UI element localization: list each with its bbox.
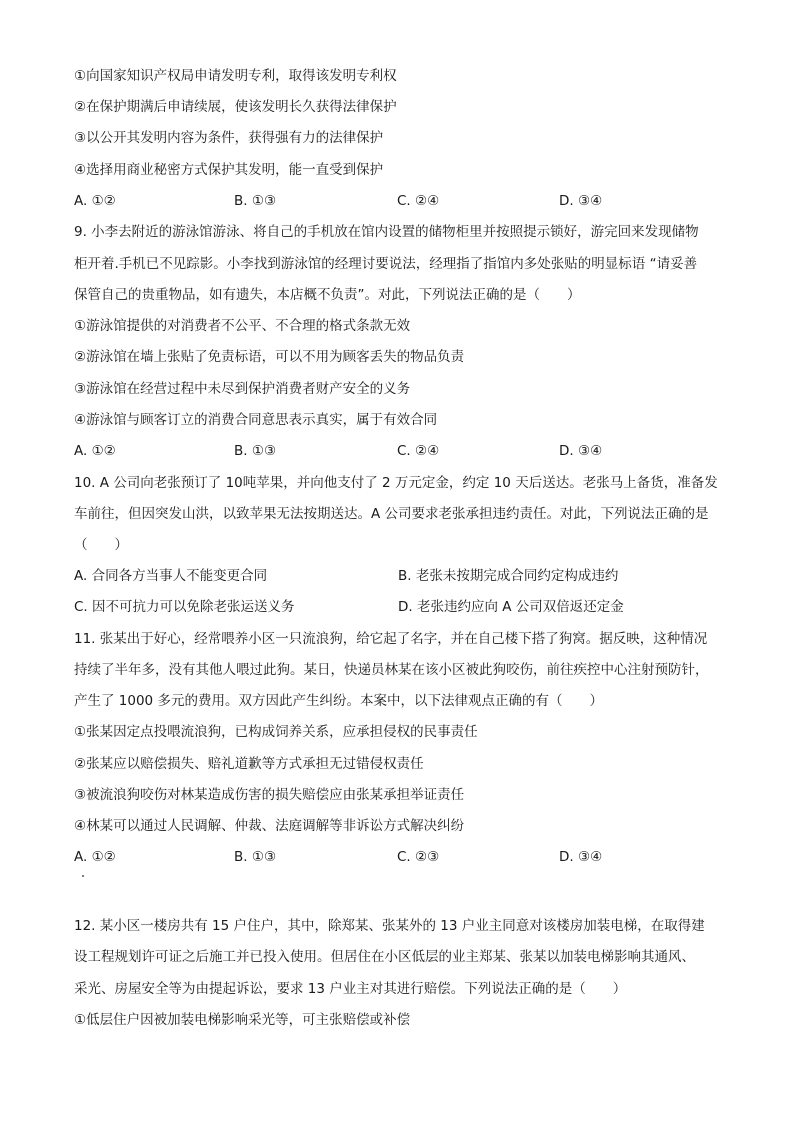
q9-option-b: B. ①③ [234,443,277,459]
q11-option-a: A. ①② [74,849,116,865]
q9-option-d: D. ③④ [559,443,603,459]
q11-statement-2: ②张某应以赔偿损失、赔礼道歉等方式承担无过错侵权责任 [74,756,424,772]
q9-stem-line-2: 柜开着.手机已不见踪影。小李找到游泳馆的经理讨要说法，经理指了指馆内多处张贴的明显标语 “请妥善 [74,256,698,272]
q10-options-row-2 [74,597,734,617]
stray-dot-mark [82,875,84,877]
q8-options [74,191,734,211]
q10-option-d: D. 老张违约应向 A 公司双倍返还定金 [398,599,624,615]
q8-statement-2: ②在保护期满后申请续展，使该发明长久获得法律保护 [74,99,397,115]
q10-stem-line-1: 10. A 公司向老张预订了 10吨苹果，并向他支付了 2 万元定金，约定 10 天后送达。老张马上备货，准备发 [74,475,718,491]
q10-stem-line-2: 车前往，但因突发山洪，以致苹果无法按期送达。A 公司要求老张承担违约责任。对此，下列说法正确的是 [74,506,709,522]
q11-stem-line-1: 11. 张某出于好心，经常喂养小区一只流浪狗，给它起了名字，并在自己楼下搭了狗窝。据反映，这种情况 [74,631,708,647]
q12-stem-line-3: 采光、房屋安全等为由提起诉讼，要求 13 户业主对其进行赔偿。下列说法正确的是（ ） [74,981,627,997]
q9-stem-line-1: 9. 小李去附近的游泳馆游泳、将自己的手机放在馆内设置的储物柜里并按照提示锁好，游完回来发现储物 [74,224,699,240]
q9-stem-line-3: 保管自己的贵重物品，如有遗失，本店概不负责”。对此，下列说法正确的是（ ） [74,287,581,303]
q12-statement-1: ①低层住户因被加装电梯影响采光等，可主张赔偿或补偿 [74,1012,411,1028]
q9-option-c: C. ②④ [397,443,440,459]
q9-option-a: A. ①② [74,443,116,459]
q12-stem-line-2: 设工程规划许可证之后施工并已投入使用。但居住在小区低层的业主郑某、张某以加装电梯影响其通风、 [74,949,695,965]
q8-option-a: A. ①② [74,193,116,209]
q11-option-b: B. ①③ [234,849,277,865]
q11-stem-line-3: 产生了 1000 多元的费用。双方因此产生纠纷。本案中，以下法律观点正确的有（ ） [74,693,603,709]
q11-option-d: D. ③④ [559,849,603,865]
q9-statement-2: ②游泳馆在墙上张贴了免责标语，可以不用为顾客丢失的物品负责 [74,349,465,365]
q11-statement-4: ④林某可以通过人民调解、仲裁、法庭调解等非诉讼方式解决纠纷 [74,818,465,834]
q9-statement-3: ③游泳馆在经营过程中未尽到保护消费者财产安全的义务 [74,381,411,397]
q11-options [74,847,734,867]
q11-option-c: C. ②③ [397,849,440,865]
q8-statement-1: ①向国家知识产权局申请发明专利，取得该发明专利权 [74,68,397,84]
q11-statement-3: ③被流浪狗咬伤对林某造成伤害的损失赔偿应由张某承担举证责任 [74,787,465,803]
q8-statement-3: ③以公开其发明内容为条件，获得强有力的法律保护 [74,130,384,146]
q8-statement-4: ④选择用商业秘密方式保护其发明，能一直受到保护 [74,162,384,178]
q9-options [74,441,734,461]
q10-option-c: C. 因不可抗力可以免除老张运送义务 [74,599,295,615]
q10-options-row-1 [74,566,734,586]
q10-option-b: B. 老张未按期完成合同约定构成违约 [398,568,619,584]
q12-stem-line-1: 12. 某小区一楼房共有 15 户住户，其中，除郑某、张某外的 13 户业主同意对该楼房加装电梯，在取得建 [74,918,705,934]
q9-statement-4: ④游泳馆与顾客订立的消费合同意思表示真实，属于有效合同 [74,412,438,428]
q11-stem-line-2: 持续了半年多，没有其他人喂过此狗。某日，快递员林某在该小区被此狗咬伤，前往疾控中心注射预防针， [74,662,709,678]
q10-option-a: A. 合同各方当事人不能变更合同 [74,568,268,584]
q8-option-c: C. ②④ [397,193,440,209]
q11-statement-1: ①张某因定点投喂流浪狗，已构成饲养关系，应承担侵权的民事责任 [74,724,478,740]
q8-option-d: D. ③④ [559,193,603,209]
q10-stem-line-3: （ ） [74,537,128,553]
q8-option-b: B. ①③ [234,193,277,209]
q9-statement-1: ①游泳馆提供的对消费者不公平、不合理的格式条款无效 [74,318,411,334]
